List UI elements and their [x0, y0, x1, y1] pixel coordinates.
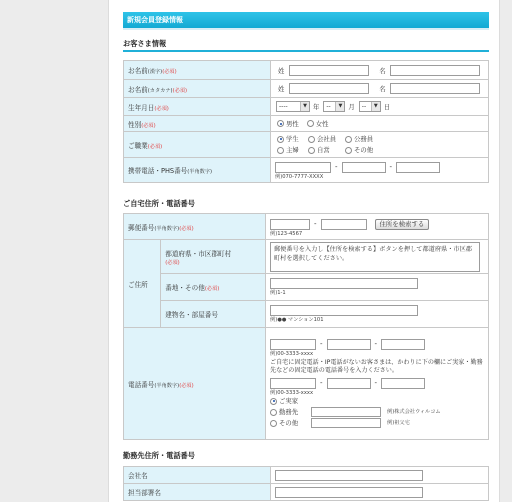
building-input[interactable] — [270, 305, 418, 316]
row-birthday — [124, 98, 489, 116]
row-building — [124, 301, 489, 328]
company-name-input[interactable] — [275, 470, 423, 481]
label-prefecture: 都道府県・市区郡町村 (必須) — [161, 240, 266, 274]
chevron-down-icon: ▼ — [335, 102, 344, 111]
section-rule — [123, 50, 489, 52]
phone-other-radio[interactable] — [270, 420, 277, 427]
label-mobile: 携帯電話・PHS番号(半角数字) — [124, 158, 271, 183]
cell-phone: - - 例)00-3333-xxxx ご自宅に固定電話・IP電話がないお客さまは、かわりに下の欄にご実家・勤務先などの固定電話の電話番号を入力ください。 - - 例)00-3333-xxxx ご実家 勤務先 例)株式会社ウィルコム その他 例)祖父宅 — [266, 328, 489, 440]
phone-part1-input[interactable] — [270, 339, 316, 350]
mobile-part2-input[interactable] — [342, 162, 386, 173]
work-address-table — [123, 466, 489, 501]
cell-birthday: ---- ▼ 年 -- ▼ 月 -- ▼ 日 — [271, 98, 489, 116]
postal-part1-input[interactable] — [270, 219, 310, 230]
gender-female-radio[interactable] — [307, 120, 314, 127]
prefecture-textarea[interactable]: 郵便番号を入力し【住所を検索する】ボタンを押して都道府県・市区郡町村を選択してください。 — [270, 242, 480, 272]
chevron-down-icon: ▼ — [300, 102, 309, 111]
cell-department — [271, 484, 489, 501]
row-name-kana — [124, 80, 489, 98]
last-name-kana-input[interactable] — [289, 83, 369, 94]
cell-job: 学生 会社員 公務員 主婦 自営 その他 — [271, 132, 489, 158]
phone-workplace-radio[interactable] — [270, 409, 277, 416]
postal-part2-input[interactable] — [321, 219, 367, 230]
section-title-home: ご自宅住所・電話番号 — [123, 199, 195, 208]
cell-postal: - 住所を検索する 例)123-4567 — [266, 214, 489, 240]
section-title-customer: お客さま情報 — [123, 39, 167, 48]
label-street: 番地・その他(必須) — [161, 274, 266, 301]
row-name-kanji — [124, 61, 489, 80]
street-input[interactable] — [270, 278, 418, 289]
label-address-group: ご住所 — [124, 240, 161, 328]
row-gender — [124, 116, 489, 132]
job-employee-radio[interactable] — [308, 136, 315, 143]
birth-day-select[interactable]: -- ▼ — [359, 101, 381, 112]
birth-month-select[interactable]: -- ▼ — [323, 101, 345, 112]
row-mobile — [124, 158, 489, 183]
alt-phone-part3-input[interactable] — [381, 378, 425, 389]
workplace-name-input[interactable] — [311, 407, 381, 417]
job-civil-servant-radio[interactable] — [345, 136, 352, 143]
first-name-kanji-input[interactable] — [390, 65, 480, 76]
birth-year-select[interactable]: ---- ▼ — [276, 101, 310, 112]
row-postal — [124, 214, 489, 240]
alt-phone-part2-input[interactable] — [327, 378, 371, 389]
cell-building — [266, 301, 489, 328]
other-name-input[interactable] — [311, 418, 381, 428]
cell-prefecture — [266, 240, 489, 274]
row-job — [124, 132, 489, 158]
last-name-kanji-input[interactable] — [289, 65, 369, 76]
phone-parents-home-radio[interactable] — [270, 398, 277, 405]
phone-part2-input[interactable] — [327, 339, 371, 350]
label-name-kanji: お名前(漢字)(必須) — [124, 61, 271, 80]
cell-name-kanji: 姓 名 — [271, 61, 489, 80]
label-building: 建物名・部屋番号 — [161, 301, 266, 328]
alt-phone-part1-input[interactable] — [270, 378, 316, 389]
label-company: 会社名 — [124, 467, 271, 484]
label-department: 担当部署名 — [124, 484, 271, 501]
label-birthday: 生年月日(必須) — [124, 98, 271, 116]
phone-example: 例)00-3333-xxxx — [270, 350, 314, 357]
label-phone: 電話番号(半角数字)(必須) — [124, 328, 266, 440]
label-gender: 性別(必須) — [124, 116, 271, 132]
chevron-down-icon: ▼ — [371, 102, 380, 111]
cell-name-kana: 姓 名 — [271, 80, 489, 98]
first-name-kana-input[interactable] — [390, 83, 480, 94]
row-prefecture — [124, 240, 489, 274]
cell-gender: 男性 女性 — [271, 116, 489, 132]
mobile-example: 例)070-7777-XXXX — [275, 173, 324, 180]
mobile-part3-input[interactable] — [396, 162, 440, 173]
job-other-radio[interactable] — [345, 147, 352, 154]
home-address-table — [123, 213, 489, 440]
label-postal: 郵便番号(半角数字)(必須) — [124, 214, 266, 240]
street-example: 例)1-1 — [270, 290, 286, 296]
job-student-radio[interactable] — [277, 136, 284, 143]
mobile-part1-input[interactable] — [275, 162, 331, 173]
label-name-kana: お名前(カタカナ)(必須) — [124, 80, 271, 98]
job-housewife-radio[interactable] — [277, 147, 284, 154]
search-address-button[interactable]: 住所を検索する — [375, 219, 430, 230]
building-example: 例)●● マンション101 — [270, 317, 324, 323]
section-title-work: 勤務先住所・電話番号 — [123, 451, 195, 460]
phone-part3-input[interactable] — [381, 339, 425, 350]
row-company — [124, 467, 489, 484]
gender-male-radio[interactable] — [277, 120, 284, 127]
department-input[interactable] — [275, 487, 423, 498]
row-phone — [124, 328, 489, 440]
label-job: ご職業(必須) — [124, 132, 271, 158]
row-department — [124, 484, 489, 501]
alt-phone-example: 例)00-3333-xxxx — [270, 389, 314, 396]
phone-help-text: ご自宅に固定電話・IP電話がないお客さまは、かわりに下の欄にご実家・勤務先などの固定電話の電話番号を入力ください。 — [270, 358, 483, 374]
row-street — [124, 274, 489, 301]
job-self-employed-radio[interactable] — [308, 147, 315, 154]
banner-title: 新規会員登録情報 — [123, 12, 489, 28]
form-page — [108, 0, 500, 502]
cell-mobile: - - 例)070-7777-XXXX — [271, 158, 489, 183]
cell-street — [266, 274, 489, 301]
cell-company — [271, 467, 489, 484]
banner-underline — [123, 28, 489, 30]
postal-example: 例)123-4567 — [270, 230, 303, 237]
customer-info-table — [123, 60, 489, 183]
